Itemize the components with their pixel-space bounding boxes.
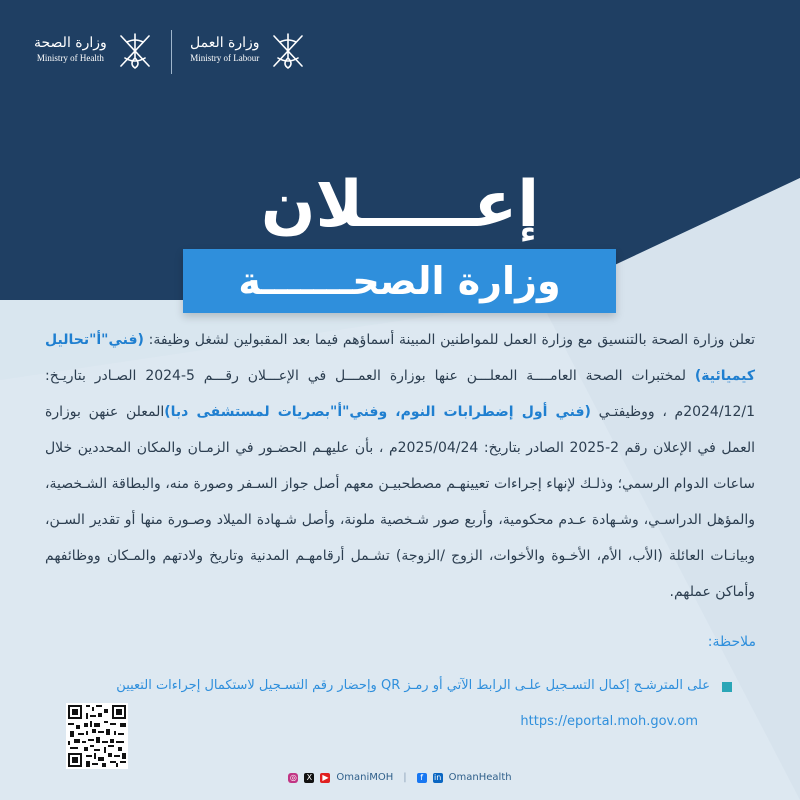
registration-link[interactable]: https://eportal.moh.gov.om [520,714,698,729]
announcement-body [45,322,755,610]
banner-text: وزارة الصحـــــــة [238,259,561,303]
job-title-2: (فني أول إضطرابات النوم، وفني"أ"بصريات لمستشفى دبا) [164,404,591,420]
ministry-of-labour-logo [190,28,308,72]
health-logo-english: Ministry of Health [36,53,104,64]
youtube-icon[interactable]: ▶ [322,773,329,782]
labour-logo-arabic: وزارة العمل [190,34,260,51]
ministry-of-health-logo [34,28,155,72]
note-text-block [62,668,710,740]
footer-handle-omanhealth[interactable]: OmanHealth [448,772,512,783]
social-footer [0,772,800,783]
qr-code-icon[interactable] [66,703,128,769]
labour-logo-english: Ministry of Labour [190,53,260,64]
announcement-title: إعـــــلان [260,168,540,242]
body-paragraph-2: لمختبرات الصحة العامــــة المعلـــن عنها بوزارة العمـــل في الإعـــلان رقـــم 5-2024 الصـادر بتاريـخ: 2024/12/1م ، ووظيفتـي [45,368,755,420]
job-title-1: (فني"أ"تحاليل كيميائية) [45,332,755,384]
khanjar-emblem-icon [115,28,155,72]
note-text: على المترشـح إكمال التسـجيل علـى الرابط الآتي أو رمـز QR وإحضار رقم التسـجيل لاستكمال إجراءات التعيين [116,678,710,693]
ministry-banner [183,249,616,313]
khanjar-emblem-icon [268,28,308,72]
footer-handle-omanimoh[interactable]: OmaniMOH [336,772,394,783]
facebook-icon[interactable]: f [417,773,427,783]
logo-divider [171,30,172,74]
body-paragraph-3: المعلن عنهن بوزارة العمل في الإعلان رقم 2-2025 الصادر بتاريخ: 2025/04/24م ، بأن عليهـم الحضـور في الزمـان والمكان المحددين خلال ساعات الدوام الرسمي؛ وذلـك لإنهاء إجراءات تعيينهـم مصطحبيـن معهم أصل جواز السـفر وصورة منه، والبطاقة الشـخصية، والمؤهل الدراسـي، وشـهادة عـدم محكومية، وأربع صور شـخصية ملونة، وأصل شـهادة الميلاد وصـورة منها أو تقدير السـن، وبيانـات العائلة (الأب، الأم، الأخـوة والأخوات، الزوج /الزوجة) تشـمل أرقامهـم المدنية وتاريخ ولادتهم والمـكان ووظائفهم وأماكن عملهم. [45,404,755,600]
note-label: ملاحظة: [707,634,756,650]
body-paragraph-1: تعلن وزارة الصحة بالتنسيق مع وزارة العمل للمواطنين المبينة أسماؤهم فيما بعد المقبولين لشغل وظيفة: [143,332,755,348]
linkedin-icon[interactable]: in [434,773,442,782]
note-bullet-icon [722,682,732,692]
footer-separator: | [403,772,407,783]
instagram-icon[interactable]: ◎ [289,773,297,782]
x-icon[interactable]: X [304,773,314,783]
health-logo-arabic: وزارة الصحة [34,34,107,51]
